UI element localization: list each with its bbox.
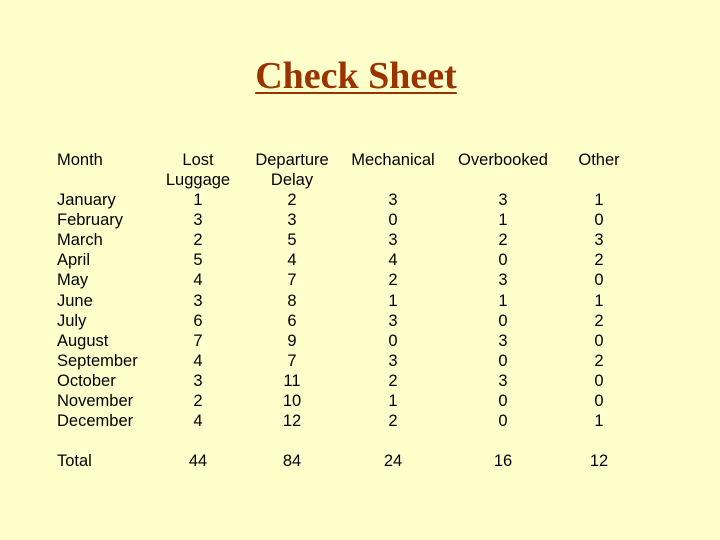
other-cell: 3: [594, 231, 604, 250]
mechanical-cell: 1: [388, 291, 398, 310]
month-cell: May: [57, 271, 89, 290]
total-lost-luggage: 44: [188, 452, 208, 470]
mechanical-cell: 4: [388, 251, 398, 270]
month-cell: August: [57, 331, 109, 350]
lost-luggage-cell: 2: [193, 231, 203, 250]
other-cell: 1: [594, 412, 604, 431]
lost-luggage-cell: 2: [193, 392, 203, 410]
month-cell: July: [57, 311, 87, 330]
page-title: [0, 52, 712, 100]
departure-delay-cell: 4: [287, 251, 297, 270]
lost-luggage-cell: 4: [193, 351, 203, 370]
departure-delay-cell: 6: [287, 311, 297, 330]
departure-delay-cell: 10: [282, 392, 302, 410]
overbooked-cell: 0: [498, 412, 508, 431]
lost-luggage-cell: 4: [193, 271, 203, 290]
month-cell: September: [57, 351, 138, 370]
total-overbooked: 16: [493, 452, 513, 470]
month-cell: November: [57, 392, 134, 410]
total-mechanical: 24: [383, 452, 403, 470]
header-month: Month: [57, 151, 103, 169]
mechanical-cell: 2: [388, 271, 398, 290]
lost-luggage-cell: 3: [193, 211, 203, 230]
lost-luggage-cell: 1: [193, 191, 203, 209]
lost-luggage-cell: 4: [193, 412, 203, 431]
mechanical-cell: 0: [388, 331, 398, 350]
other-cell: 1: [594, 191, 604, 209]
other-cell: 0: [594, 271, 604, 290]
month-cell: January: [57, 191, 116, 209]
lost-luggage-cell: 3: [193, 291, 203, 310]
lost-luggage-cell: 3: [193, 371, 203, 390]
month-cell: February: [57, 211, 124, 230]
other-cell: 1: [594, 291, 604, 310]
other-cell: 0: [594, 371, 604, 390]
overbooked-cell: 0: [498, 311, 508, 330]
mechanical-cell: 3: [388, 191, 398, 209]
overbooked-cell: 0: [498, 351, 508, 370]
other-cell: 2: [594, 311, 604, 330]
lost-luggage-cell: 7: [193, 331, 203, 350]
other-cell: 2: [594, 251, 604, 270]
overbooked-cell: 0: [498, 251, 508, 270]
departure-delay-cell: 9: [287, 331, 297, 350]
month-cell: October: [57, 371, 116, 390]
header-overbooked: Overbooked: [458, 151, 548, 169]
header-lost-luggage: Lost: [182, 151, 214, 169]
other-cell: 0: [594, 331, 604, 350]
overbooked-cell: 1: [498, 291, 508, 310]
total-other: 12: [589, 452, 609, 470]
mechanical-cell: 3: [388, 351, 398, 370]
departure-delay-cell: 7: [287, 351, 297, 370]
overbooked-cell: 3: [498, 371, 508, 390]
overbooked-cell: 3: [498, 331, 508, 350]
overbooked-cell: 3: [498, 191, 508, 209]
other-cell: 2: [594, 351, 604, 370]
header-mechanical: Mechanical: [351, 151, 435, 169]
mechanical-cell: 3: [388, 231, 398, 250]
departure-delay-cell: 2: [287, 191, 297, 209]
departure-delay-cell: 8: [287, 291, 297, 310]
mechanical-cell: 2: [388, 412, 398, 431]
header-departure-delay: Departure: [255, 151, 329, 169]
overbooked-cell: 2: [498, 231, 508, 250]
lost-luggage-cell: 6: [193, 311, 203, 330]
month-cell: June: [57, 291, 93, 310]
header-departure-delay-line2: Delay: [270, 171, 314, 189]
total-label: Total: [57, 452, 92, 470]
month-cell: March: [57, 231, 103, 250]
departure-delay-cell: 11: [283, 371, 301, 390]
departure-delay-cell: 12: [282, 412, 302, 431]
mechanical-cell: 0: [388, 211, 398, 230]
title-text: Check Sheet: [255, 55, 457, 97]
month-cell: April: [57, 251, 91, 270]
mechanical-cell: 3: [388, 311, 398, 330]
departure-delay-cell: 7: [287, 271, 297, 290]
mechanical-cell: 2: [388, 371, 398, 390]
other-cell: 0: [594, 392, 604, 410]
month-cell: December: [57, 412, 134, 431]
overbooked-cell: 1: [498, 211, 508, 230]
departure-delay-cell: 3: [287, 211, 297, 230]
header-lost-luggage-line2: Luggage: [165, 171, 231, 189]
lost-luggage-cell: 5: [193, 251, 203, 270]
departure-delay-cell: 5: [287, 231, 297, 250]
mechanical-cell: 1: [388, 392, 398, 410]
other-cell: 0: [594, 211, 604, 230]
overbooked-cell: 0: [498, 392, 508, 410]
total-departure-delay: 84: [282, 452, 302, 470]
header-other: Other: [578, 151, 620, 169]
overbooked-cell: 3: [498, 271, 508, 290]
